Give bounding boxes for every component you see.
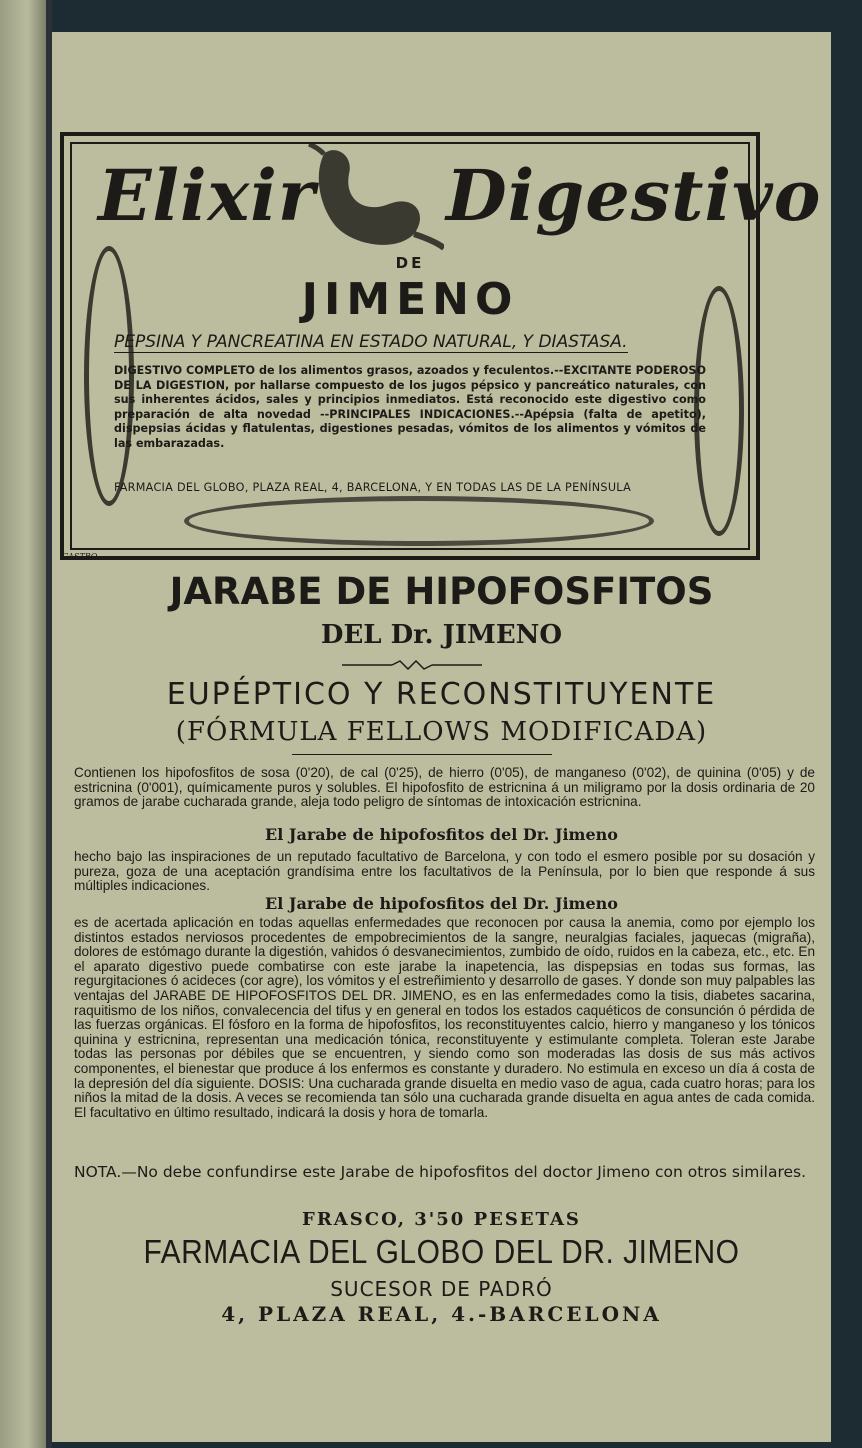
paragraph-reputation: hecho bajo las inspiraciones de un reputado facultativo de Barcelona, y con todo el esmero posible por su dosación y pureza, goza de una aceptación grandísima entre los facultativos de la Península, por lo bien que responde á sus múltiples indicaciones. bbox=[74, 849, 815, 894]
paragraph-indications: es de acertada aplicación en todas aquellas enfermedades que reconocen por causa la anemia, como por ejemplo los distintos estados nerviosos procedentes de empobrecimientos de la sangre, neuralgias faciales, jaquecas (migraña), dolores de estómago durante la digestión, vahidos ó desvanecimientos, zumbido de oído, ruidos en la cabeza, etc., etc. En el aparato digestivo puede combatirse con este jarabe la inapetencia, las dispepsias en todas sus formas, las regurgitaciones ó acideces (cor agre), los vómitos y el estreñimiento y desarrollo de gases. Y donde son muy palpables las ventajas del JARABE DE HIPOFOSFITOS DEL DR. JIMENO, es en las enfermedades como la tisis, diabetes sacarina, raquitismo de los niños, convalecencia del tifus y en general en todos los estados caquéticos de consunción ó pérdida de las fuerzas orgánicas. El fósforo en la forma de hipofosfitos, los reconstituyentes calcio, hierro y manganeso y los tónicos quinina y estricnina, representan una medicación tónica, reconstituyente y estimulante completa. Toleran este Jarabe todas las personas por débiles que se encuentren, y siendo como son moderadas las dosis de sus más activos componentes, el bienestar que produce á los enfermos es constante y duradero. No estimula en exceso un día á costa de la depresión del día siguiente. DOSIS: Una cucharada grande disuelta en medio vaso de agua, cada cuatro horas; para los niños la mitad de la dosis. A veces se recomienda tan sólo una cucharada grande disuelta en agua antes de cada comida. El facultativo en último resultado, indicará la dosis y hora de tomarla. bbox=[74, 915, 815, 1120]
price-line: FRASCO, 3'50 PESETAS bbox=[302, 1209, 581, 1230]
vine-ornament-bottom bbox=[184, 496, 654, 546]
ad-subtitle: PEPSINA Y PANCREATINA EN ESTADO NATURAL, Y DIASTASA. bbox=[114, 332, 628, 352]
document-page bbox=[52, 32, 831, 1442]
ad-body: DIGESTIVO COMPLETO de los alimentos grasos, azoados y feculentos.--EXCITANTE PODEROSO DE LA DIGESTION, por hallarse compuesto de los jugos pépsico y pancreático naturales, con sus inherentes ácidos, sales y principios inmediatos. Está reconocido este digestivo como preparación de alta novedad --PRINCIPALES INDICACIONES.--Apépsia (falta de apetito), dispepsias ácidas y flatulentas, digestiones pesadas, vómitos de los alimentos y vómitos de las embarazadas. bbox=[114, 364, 706, 450]
nota-paragraph: NOTA.—No debe confundirse este Jarabe de hipofosfitos del doctor Jimeno con otros similares. bbox=[74, 1163, 807, 1181]
address-line: 4, PLAZA REAL, 4.-BARCELONA bbox=[221, 1302, 662, 1326]
ad-title-right: Digestivo bbox=[446, 154, 822, 237]
divider-ornament bbox=[342, 660, 482, 670]
subheading-1: El Jarabe de hipofosfitos del Dr. Jimeno bbox=[265, 825, 618, 844]
heading-rule bbox=[292, 754, 552, 755]
main-title: JARABE DE HIPOFOSFITOS bbox=[169, 570, 714, 613]
main-heading: EUPÉPTICO Y RECONSTITUYENTE bbox=[166, 677, 717, 712]
formula-heading: (FÓRMULA FELLOWS MODIFICADA) bbox=[175, 717, 708, 747]
subheading-2: El Jarabe de hipofosfitos del Dr. Jimeno bbox=[265, 894, 618, 913]
ad-name: JIMENO bbox=[301, 274, 519, 325]
ad-footer: FARMACIA DEL GLOBO, PLAZA REAL, 4, BARCELONA, Y EN TODAS LAS DE LA PENÍNSULA bbox=[114, 481, 632, 494]
illustrator-signature: CASTRO bbox=[62, 552, 98, 561]
ad-de: DE bbox=[395, 254, 425, 272]
facing-page-edge bbox=[0, 0, 46, 1448]
main-subtitle: DEL Dr. JIMENO bbox=[320, 620, 563, 650]
successor-line: SUCESOR DE PADRÓ bbox=[330, 1277, 553, 1301]
elixir-advertisement bbox=[60, 132, 822, 560]
pharmacy-name: FARMACIA DEL GLOBO DEL DR. JIMENO bbox=[143, 1234, 740, 1271]
paragraph-composition: Contienen los hipofosfitos de sosa (0'20), de cal (0'25), de hierro (0'05), de manganeso (0'02), de quinina (0'05) y de estricnina (0'001), químicamente puros y solubles. El hipofosfito de estricnina á un miligramo por la dosis ordinaria de 20 gramos de jarabe cucharada grande, aleja todo peligro de síntomas de intoxicación estricnina. bbox=[74, 765, 815, 810]
ad-title-left: Elixir bbox=[98, 154, 316, 237]
stomach-illustration bbox=[294, 144, 444, 254]
